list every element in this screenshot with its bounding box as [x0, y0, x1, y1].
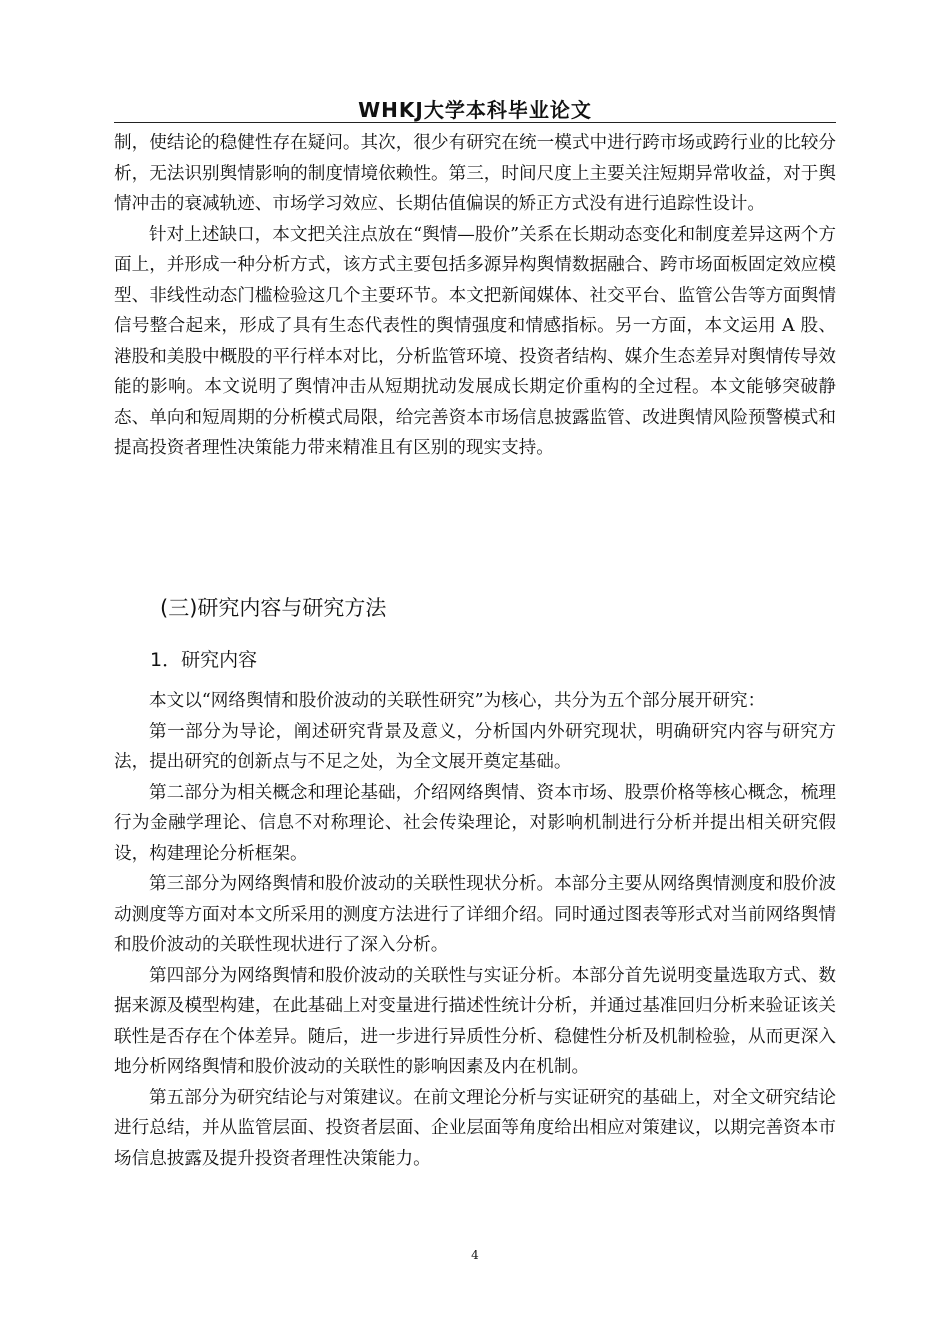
paragraph: 第三部分为网络舆情和股价波动的关联性现状分析。本部分主要从网络舆情测度和股价波动测度等方面对本文所采用的测度方法进行了详细介绍。同时通过图表等形式对当前网络舆情和股价波动的关联性现状进行了深入分析。 [114, 874, 836, 955]
header-divider [114, 122, 836, 123]
section-heading: (三)研究内容与研究方法 [160, 596, 387, 620]
body-text-bottom [114, 686, 836, 1174]
paragraph: 第一部分为导论，阐述研究背景及意义，分析国内外研究现状，明确研究内容与研究方法，提出研究的创新点与不足之处，为全文展开奠定基础。 [114, 721, 836, 772]
paragraph: 第四部分为网络舆情和股价波动的关联性与实证分析。本部分首先说明变量选取方式、数据来源及模型构建，在此基础上对变量进行描述性统计分析，并通过基准回归分析来验证该关联性是否存在个体差异。随后，进一步进行异质性分析、稳健性分析及机制检验，从而更深入地分析网络舆情和股价波动的关联性的影响因素及内在机制。 [114, 965, 836, 1077]
paragraph: 针对上述缺口，本文把关注点放在“舆情—股价”关系在长期动态变化和制度差异这两个方面上，并形成一种分析方式，该方式主要包括多源异构舆情数据融合、跨市场面板固定效应模型、非线性动态门槛检验这几个主要环节。本文把新闻媒体、社交平台、监管公告等方面舆情信号整合起来，形成了具有生态代表性的舆情强度和情感指标。另一方面，本文运用 A 股、港股和美股中概股的平行样本对比，分析监管环境、投资者结构、媒介生态差异对舆情传导效能的影响。本文说明了舆情冲击从短期扰动发展成长期定价重构的全过程。本文能够突破静态、单向和短周期的分析模式局限，给完善资本市场信息披露监管、改进舆情风险预警模式和提高投资者理性决策能力带来精准且有区别的现实支持。 [114, 224, 836, 458]
body-text-top [114, 128, 836, 464]
page-number: 4 [471, 1248, 479, 1262]
paragraph: 制，使结论的稳健性存在疑问。其次，很少有研究在统一模式中进行跨市场或跨行业的比较分析，无法识别舆情影响的制度情境依赖性。第三，时间尺度上主要关注短期异常收益，对于舆情冲击的衰减轨迹、市场学习效应、长期估值偏误的矫正方式没有进行追踪性设计。 [114, 133, 836, 214]
paragraph: 第五部分为研究结论与对策建议。在前文理论分析与实证研究的基础上，对全文研究结论进行总结，并从监管层面、投资者层面、企业层面等角度给出相应对策建议，以期完善资本市场信息披露及提升投资者理性决策能力。 [114, 1087, 836, 1169]
subsection-heading: 1．研究内容 [150, 649, 258, 671]
paragraph: 本文以“网络舆情和股价波动的关联性研究”为核心，共分为五个部分展开研究： [149, 691, 766, 711]
paragraph: 第二部分为相关概念和理论基础，介绍网络舆情、资本市场、股票价格等核心概念，梳理行为金融学理论、信息不对称理论、社会传染理论，对影响机制进行分析并提出相关研究假设，构建理论分析框架。 [114, 782, 836, 864]
page-header: WHKJ大学本科毕业论文 [358, 98, 592, 122]
